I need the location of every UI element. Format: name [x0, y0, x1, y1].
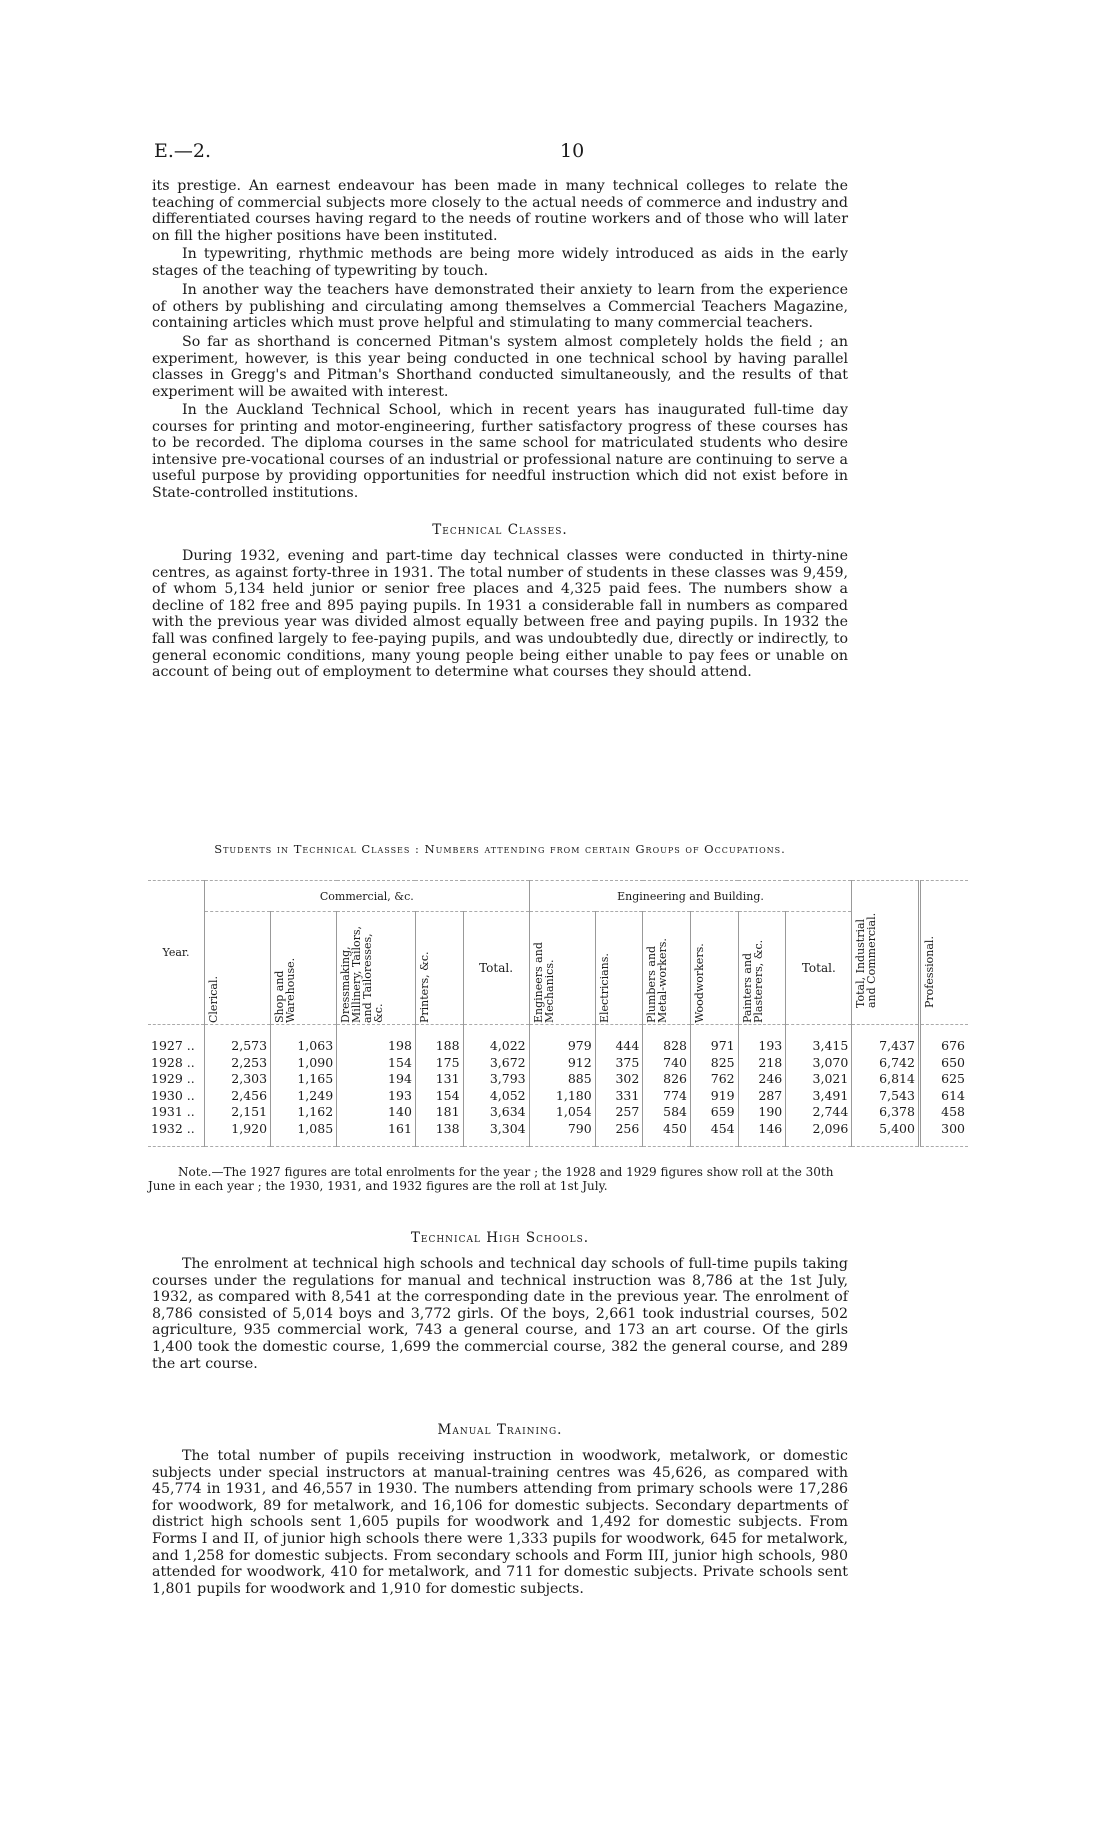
paragraph: The enrolment at technical high schools and technical day schools of full-time pupils taking courses under the regulations for manual and technical instruction was 8,786 at the 1st July, 1932, as compared with 8,541 at the corresponding date in the previous year. The enrolment of 8,786 consisted of 5,014 boys and 3,772 girls. Of the boys, 2,661 took industrial courses, 502 agriculture, 935 commercial work, 743 a general course, and 173 an art course. Of the girls 1,400 took the domestic course, 1,699 the commercial course, 382 the general course, and 289 the art course. [152, 1256, 848, 1372]
table-cell: 331 [595, 1088, 643, 1105]
table-cell: 7,543 [852, 1088, 920, 1105]
table-cell: 2,573 [205, 1025, 271, 1055]
table-row [148, 1104, 968, 1121]
table-cell: 676 [919, 1025, 968, 1055]
column-header: Total, Industrial and Commercial. [854, 912, 879, 1008]
section-heading: Technical High Schools. [410, 1230, 590, 1246]
table-cell: 6,378 [852, 1104, 920, 1121]
table-cell: 584 [643, 1104, 691, 1121]
table-cell: 181 [415, 1104, 463, 1121]
table-cell: 3,021 [786, 1071, 852, 1088]
year-cell: 1927 .. [151, 1038, 195, 1053]
table-cell: 659 [690, 1104, 738, 1121]
section-heading: Technical Classes. [432, 522, 568, 538]
table-cell: 885 [529, 1071, 595, 1088]
column-header: Total. [786, 912, 852, 1025]
table-cell: 625 [919, 1071, 968, 1088]
column-header: Dressmaking, Millinery, Tailors, and Tailoresses, &c. [339, 925, 386, 1023]
column-header: Painters and Plasterers, &c. [740, 939, 765, 1023]
table-cell: 614 [919, 1088, 968, 1105]
table-cell: 1,180 [529, 1088, 595, 1105]
table-cell: 3,672 [463, 1055, 529, 1072]
page-number: 10 [560, 140, 585, 162]
table-row [148, 1025, 968, 1055]
table-cell: 6,814 [852, 1071, 920, 1088]
table-cell: 6,742 [852, 1055, 920, 1072]
table-cell: 1,162 [271, 1104, 337, 1121]
column-header: Clerical. [207, 976, 220, 1023]
document-reference: E.—2. [154, 140, 212, 162]
column-header: Printers, &c. [417, 951, 431, 1023]
table-cell: 2,456 [205, 1088, 271, 1105]
table-cell: 3,793 [463, 1071, 529, 1088]
paragraph: In another way the teachers have demonstrated their anxiety to learn from the experience of others by publishing and circulating among themselves a Commercial Teachers Magazine, containing articles which must prove helpful and stimulating to many commercial teachers. [152, 282, 848, 332]
table-cell: 444 [595, 1025, 643, 1055]
table-row [148, 1121, 968, 1147]
table-cell: 218 [738, 1055, 786, 1072]
table-cell: 4,022 [463, 1025, 529, 1055]
table-cell: 161 [337, 1121, 416, 1147]
paragraph: its prestige. An earnest endeavour has been made in many technical colleges to relate the teaching of commercial subjects more closely to the actual needs of commerce and industry and differentiated courses having regard to the needs of routine workers and of those who will later on fill the higher positions have been instituted. [152, 178, 848, 244]
table-cell: 2,253 [205, 1055, 271, 1072]
table-cell: 2,303 [205, 1071, 271, 1088]
table-cell: 300 [919, 1121, 968, 1147]
table-cell: 458 [919, 1104, 968, 1121]
table-cell: 2,151 [205, 1104, 271, 1121]
table-title: Students in Technical Classes : Numbers attending from certain Groups of Occupations. [214, 842, 786, 856]
table-cell: 2,096 [786, 1121, 852, 1147]
table-cell: 140 [337, 1104, 416, 1121]
paragraph: During 1932, evening and part-time day technical classes were conducted in thirty-nine centres, as against forty-three in 1931. The total number of students in these classes was 9,459, of whom 5,134 held junior or senior free places and 4,325 paid fees. The numbers show a decline of 182 free and 895 paying pupils. In 1931 a considerable fall in numbers as compared with the previous year was divided almost equally between free and paying pupils. In 1932 the fall was confined largely to fee-paying pupils, and was undoubtedly due, directly or indirectly, to general economic conditions, many young people being either unable to pay fees or unable on account of being out of employment to determine what courses they should attend. [152, 548, 848, 681]
paragraph: In typewriting, rhythmic methods are being more widely introduced as aids in the early stages of the teaching of typewriting by touch. [152, 246, 848, 279]
column-header: Year. [148, 881, 205, 1025]
table-cell: 190 [738, 1104, 786, 1121]
table-cell: 1,090 [271, 1055, 337, 1072]
table-cell: 3,415 [786, 1025, 852, 1055]
table-row [148, 1088, 968, 1105]
table-cell: 774 [643, 1088, 691, 1105]
table-cell: 302 [595, 1071, 643, 1088]
year-cell: 1930 .. [151, 1087, 195, 1103]
table-cell: 971 [690, 1025, 738, 1055]
table-cell: 3,304 [463, 1121, 529, 1147]
table-cell: 1,063 [271, 1025, 337, 1055]
table-row [148, 1071, 968, 1088]
table-cell: 287 [738, 1088, 786, 1105]
table-cell: 3,634 [463, 1104, 529, 1121]
table-cell: 650 [919, 1055, 968, 1072]
table-cell: 979 [529, 1025, 595, 1055]
year-cell: 1929 .. [151, 1071, 195, 1086]
column-header: Shop and Warehouse. [273, 957, 298, 1023]
year-cell: 1928 .. [151, 1054, 195, 1070]
column-header: Plumbers and Metal-workers. [645, 938, 670, 1023]
table-row [148, 1055, 968, 1072]
table-cell: 146 [738, 1121, 786, 1147]
table-cell: 3,070 [786, 1055, 852, 1072]
section-heading: Manual Training. [437, 1422, 563, 1438]
table-cell: 762 [690, 1071, 738, 1088]
table-cell: 193 [337, 1088, 416, 1105]
table-cell: 5,400 [852, 1121, 920, 1147]
table-cell: 194 [337, 1071, 416, 1088]
table-cell: 450 [643, 1121, 691, 1147]
table-cell: 154 [415, 1088, 463, 1105]
table-cell: 1,165 [271, 1071, 337, 1088]
table-cell: 790 [529, 1121, 595, 1147]
column-header: Woodworkers. [692, 943, 706, 1023]
table-cell: 919 [690, 1088, 738, 1105]
table-cell: 1,920 [205, 1121, 271, 1147]
column-header: Electricians. [597, 953, 611, 1023]
column-header: Professional. [922, 935, 936, 1008]
table-cell: 1,054 [529, 1104, 595, 1121]
table-cell: 193 [738, 1025, 786, 1055]
table-cell: 257 [595, 1104, 643, 1121]
table-cell: 3,491 [786, 1088, 852, 1105]
occupations-table [148, 880, 968, 1147]
table-cell: 454 [690, 1121, 738, 1147]
table-note: Note.—The 1927 figures are total enrolments for the year ; the 1928 and 1929 figures show roll at the 30th June in each year ; the 1930, 1931, and 1932 figures are the roll at 1st July. [148, 1165, 834, 1193]
table-cell: 375 [595, 1055, 643, 1072]
year-cell: 1932 .. [148, 1121, 205, 1147]
table-cell: 825 [690, 1055, 738, 1072]
table-cell: 188 [415, 1025, 463, 1055]
column-header: Total. [463, 912, 529, 1025]
group-header: Engineering and Building. [529, 881, 852, 912]
table-cell: 7,437 [852, 1025, 920, 1055]
table-cell: 912 [529, 1055, 595, 1072]
group-header: Commercial, &c. [205, 881, 530, 912]
table-cell: 256 [595, 1121, 643, 1147]
table-cell: 154 [337, 1055, 416, 1072]
year-cell: 1931 .. [151, 1104, 195, 1119]
table-cell: 1,085 [271, 1121, 337, 1147]
table-cell: 740 [643, 1055, 691, 1072]
table-cell: 138 [415, 1121, 463, 1147]
table-cell: 828 [643, 1025, 691, 1055]
table-cell: 1,249 [271, 1088, 337, 1105]
table-cell: 826 [643, 1071, 691, 1088]
table-cell: 198 [337, 1025, 416, 1055]
table-cell: 175 [415, 1055, 463, 1072]
table-cell: 2,744 [786, 1104, 852, 1121]
paragraph: So far as shorthand is concerned Pitman's system almost completely holds the field ; an experiment, however, is this year being conducted in one technical school by having parallel classes in Gregg's and Pitman's Shorthand conducted simultaneously, and the results of that experiment will be awaited with interest. [152, 334, 848, 400]
table-cell: 4,052 [463, 1088, 529, 1105]
paragraph: The total number of pupils receiving instruction in woodwork, metalwork, or domestic subjects under special instructors at manual-training centres was 45,626, as compared with 45,774 in 1931, and 46,557 in 1930. The numbers attending from primary schools were 17,286 for woodwork, 89 for metalwork, and 16,106 for domestic subjects. Secondary departments of district high schools sent 1,605 pupils for woodwork and 1,492 for domestic subjects. From Forms I and II, of junior high schools there were 1,333 pupils for woodwork, 645 for metalwork, and 1,258 for domestic subjects. From secondary schools and Form III, junior high schools, 980 attended for woodwork, 410 for metalwork, and 711 for domestic subjects. Private schools sent 1,801 pupils for woodwork and 1,910 for domestic subjects. [152, 1448, 848, 1597]
paragraph: In the Auckland Technical School, which in recent years has inaugurated full-time day courses for printing and motor-engineering, further satisfactory progress of these courses has to be recorded. The diploma courses in the same school for matriculated students who desire intensive pre-vocational courses of an industrial or professional nature are continuing to serve a useful purpose by providing opportunities for needful instruction which did not exist before in State-controlled institutions. [152, 402, 848, 501]
table-cell: 246 [738, 1071, 786, 1088]
table-cell: 131 [415, 1071, 463, 1088]
column-header: Engineers and Mechanics. [531, 942, 556, 1023]
